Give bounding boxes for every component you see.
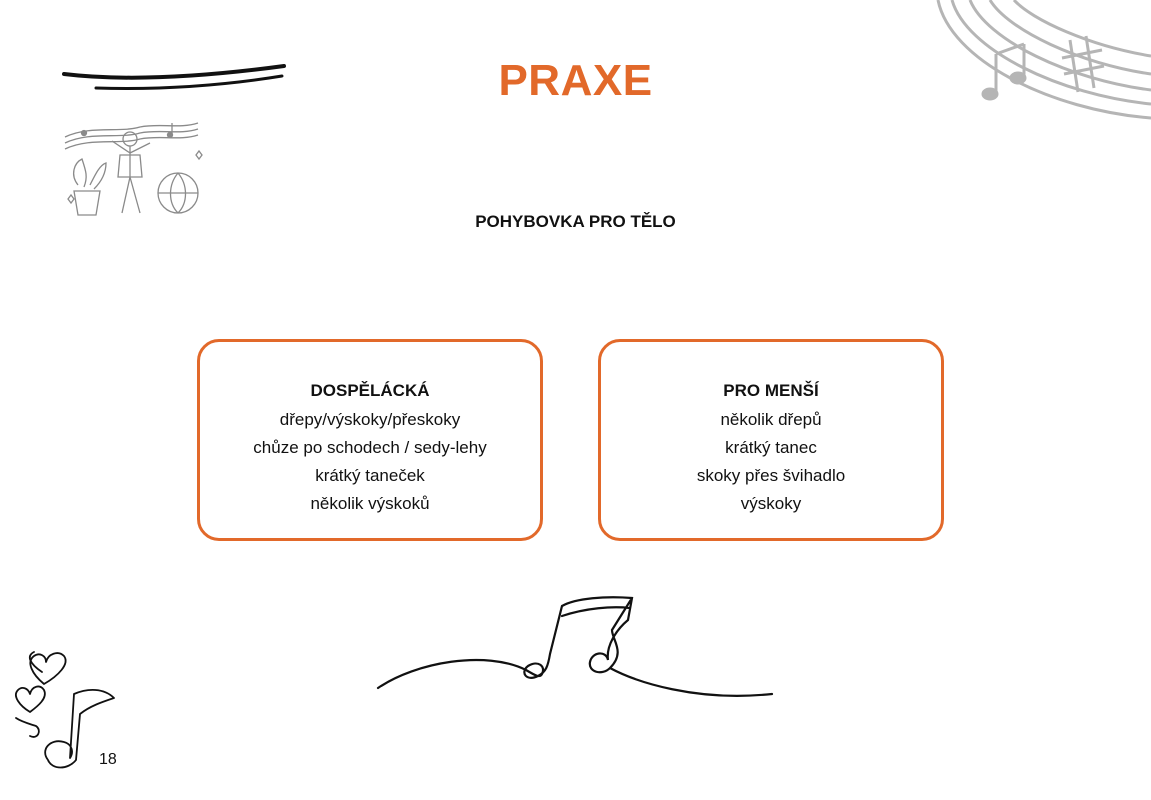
card-list: [200, 406, 540, 518]
music-note-line-icon: [376, 590, 776, 705]
list-item: chůze po schodech / sedy-lehy: [253, 438, 487, 457]
list-item: krátký tanec: [725, 438, 817, 457]
list-item: několik dřepů: [720, 410, 822, 429]
dancing-person-illustration: [60, 115, 205, 220]
card-list: [601, 406, 941, 518]
card-heading: PRO MENŠÍ: [723, 381, 819, 400]
list-item: několik výskoků: [310, 494, 430, 513]
list-item: krátký taneček: [315, 466, 425, 485]
list-item: výskoky: [740, 494, 802, 513]
card-kids: [598, 339, 944, 541]
page-subtitle: POHYBOVKA PRO TĚLO: [475, 212, 676, 231]
page-number: 18: [99, 751, 117, 768]
card-adults: [197, 339, 543, 541]
page-title: PRAXE: [498, 56, 653, 105]
list-item: dřepy/výskoky/přeskoky: [279, 410, 461, 429]
card-heading: DOSPĚLÁCKÁ: [310, 381, 430, 400]
list-item: skoky přes švihadlo: [696, 466, 846, 485]
